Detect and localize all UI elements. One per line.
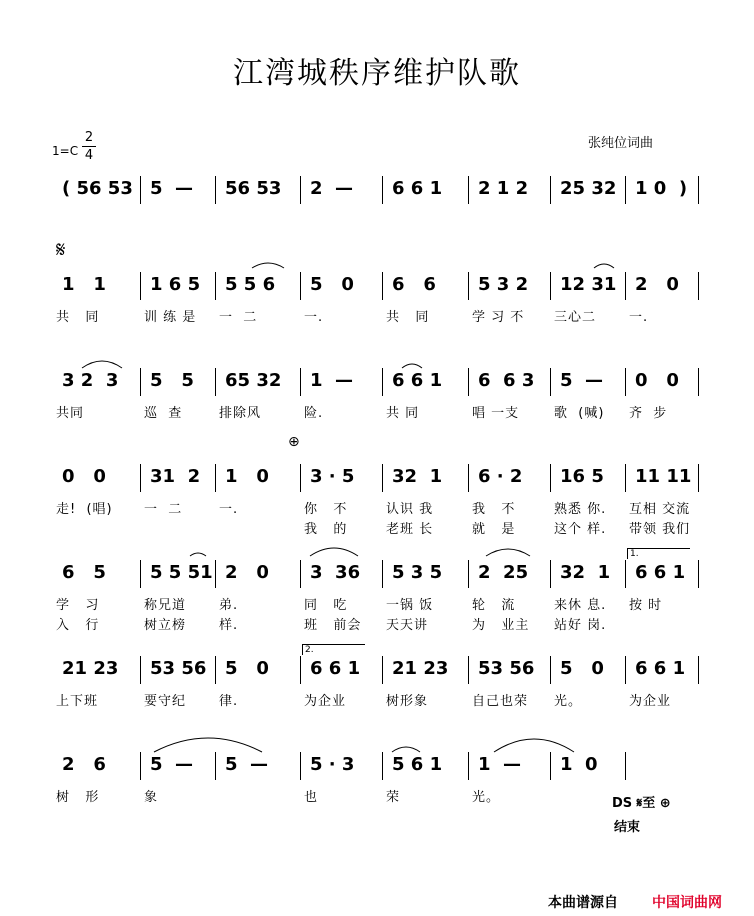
lyric-line: 齐 步 xyxy=(629,406,668,421)
measure-notes: 6 · 2 xyxy=(478,466,523,487)
bar-line xyxy=(550,752,551,780)
bar-line xyxy=(300,560,301,588)
measure-notes: 6 6 3 xyxy=(478,370,535,391)
bar-line xyxy=(550,560,551,588)
bar-line xyxy=(215,752,216,780)
measure-notes: 2 1 2 xyxy=(478,178,529,199)
lyric-line: 共 同 xyxy=(386,310,430,325)
bar-line xyxy=(698,272,699,300)
measure-notes: 5 · 3 xyxy=(310,754,355,775)
measure-notes: 21 23 xyxy=(392,658,449,679)
measure-notes: 6 6 1 xyxy=(635,658,686,679)
measure-notes: 2 0 xyxy=(225,562,269,583)
lyric-line: 上下班 xyxy=(56,694,99,709)
bar-line xyxy=(625,560,626,588)
bar-line xyxy=(140,752,141,780)
lyric-line: 一. xyxy=(629,310,649,325)
lyric-line-verse2: 带领 我们 xyxy=(629,522,691,537)
meter-top: 2 xyxy=(82,131,96,147)
bar-line xyxy=(382,464,383,492)
lyric-line-verse2: 班 前会 xyxy=(304,618,362,633)
lyric-line-verse2: 这个 样. xyxy=(554,522,607,537)
bar-line xyxy=(468,176,469,204)
lyric-line: 歌 (喊) xyxy=(554,406,605,421)
lyric-line: 同 吃 xyxy=(304,598,348,613)
bar-line xyxy=(550,656,551,684)
bar-line xyxy=(300,368,301,396)
lyric-line: 称兄道 xyxy=(144,598,187,613)
lyric-line-verse2: 就 是 xyxy=(472,522,516,537)
bar-line xyxy=(300,176,301,204)
lyric-line: 按 时 xyxy=(629,598,663,613)
bar-line xyxy=(382,368,383,396)
footer-source: 本曲谱源自 xyxy=(548,895,618,911)
bar-line xyxy=(140,656,141,684)
lyric-line-verse2: 样. xyxy=(219,618,239,633)
measure-notes: 53 56 xyxy=(478,658,535,679)
lyric-line: 一. xyxy=(304,310,324,325)
measure-notes: 3 36 xyxy=(310,562,361,583)
bar-line xyxy=(468,656,469,684)
lyric-line: 共同 xyxy=(56,406,85,421)
measure-notes: 5 — xyxy=(560,370,604,391)
bar-line xyxy=(382,752,383,780)
bar-line xyxy=(468,368,469,396)
bar-line xyxy=(625,272,626,300)
measure-notes: 6 6 1 xyxy=(392,178,443,199)
lyric-line: 共 同 xyxy=(386,406,420,421)
lyric-line: 也 xyxy=(304,790,319,805)
measure-notes: 5 0 xyxy=(225,658,269,679)
end-label: 结束 xyxy=(614,820,641,835)
measure-notes: 31 2 xyxy=(150,466,201,487)
bar-line xyxy=(550,368,551,396)
bar-line xyxy=(468,272,469,300)
bar-line xyxy=(550,464,551,492)
lyric-line: 三心二 xyxy=(554,310,597,325)
lyric-line-verse2: 入 行 xyxy=(56,618,100,633)
slur xyxy=(486,549,530,556)
lyric-line-verse2: 天天讲 xyxy=(386,618,429,633)
lyric-line: 学 习 xyxy=(56,598,100,613)
measure-notes: 16 5 xyxy=(560,466,604,487)
measure-notes: 6 6 xyxy=(392,274,436,295)
measure-notes: 5 — xyxy=(150,754,194,775)
measure-notes: 12 31 xyxy=(560,274,617,295)
bar-line xyxy=(140,368,141,396)
bar-line xyxy=(698,656,699,684)
lyric-line: 为企业 xyxy=(629,694,672,709)
lyric-line: 来休 息. xyxy=(554,598,607,613)
segno-icon: 𝄋 xyxy=(56,238,66,263)
bar-line xyxy=(382,560,383,588)
lyric-line: 我 不 xyxy=(472,502,516,517)
bar-line xyxy=(300,656,301,684)
bar-line xyxy=(215,560,216,588)
measure-notes: 32 1 xyxy=(392,466,443,487)
bar-line xyxy=(625,464,626,492)
measure-notes: 11 11 xyxy=(635,466,692,487)
lyric-line: 排除风 xyxy=(219,406,262,421)
time-signature xyxy=(82,131,96,162)
lyric-line: 自己也荣 xyxy=(472,694,529,709)
bar-line xyxy=(468,560,469,588)
bar-line xyxy=(698,368,699,396)
slur xyxy=(190,553,206,556)
bar-line xyxy=(300,752,301,780)
slur xyxy=(402,364,422,368)
bar-line xyxy=(625,752,626,780)
measure-notes: 5 5 6 xyxy=(225,274,276,295)
measure-notes: 6 5 xyxy=(62,562,106,583)
measure-notes: 5 5 51 xyxy=(150,562,213,583)
bar-line xyxy=(698,560,699,588)
bar-line xyxy=(140,560,141,588)
bar-line xyxy=(140,272,141,300)
meter-bottom: 4 xyxy=(84,148,94,163)
lyric-line: 光。 xyxy=(554,694,583,709)
lyric-line: 一 二 xyxy=(219,310,258,325)
lyric-line: 共 同 xyxy=(56,310,100,325)
lyric-line: 荣 xyxy=(386,790,401,805)
lyric-line: 象 xyxy=(144,790,159,805)
measure-notes: 0 0 xyxy=(635,370,679,391)
measure-notes: 5 3 2 xyxy=(478,274,529,295)
lyric-line: 一. xyxy=(219,502,239,517)
lyric-line-verse2: 为 业主 xyxy=(472,618,530,633)
measure-notes: 5 — xyxy=(225,754,269,775)
lyric-line: 你 不 xyxy=(304,502,348,517)
slur xyxy=(494,739,574,752)
bar-line xyxy=(140,176,141,204)
slur xyxy=(310,548,358,556)
lyric-line: 轮 流 xyxy=(472,598,516,613)
bar-line xyxy=(300,272,301,300)
measure-notes: 6 6 1 xyxy=(392,370,443,391)
lyric-line: 一 二 xyxy=(144,502,183,517)
measure-notes: 65 32 xyxy=(225,370,282,391)
bar-line xyxy=(625,656,626,684)
bar-line xyxy=(468,752,469,780)
measure-notes: 5 6 1 xyxy=(392,754,443,775)
measure-notes: 5 5 xyxy=(150,370,194,391)
lyric-line: 巡 查 xyxy=(144,406,183,421)
slur xyxy=(594,264,614,268)
lyric-line: 为企业 xyxy=(304,694,347,709)
measure-notes: 2 0 xyxy=(635,274,679,295)
lyric-line: 学 习 不 xyxy=(472,310,525,325)
measure-notes: 56 53 xyxy=(225,178,282,199)
lyric-line: 律. xyxy=(219,694,239,709)
bar-line xyxy=(698,464,699,492)
lyric-line: 熟悉 你. xyxy=(554,502,607,517)
lyric-line-verse2: 站好 岗. xyxy=(554,618,607,633)
lyric-line: 光。 xyxy=(472,790,501,805)
measure-notes: 2 6 xyxy=(62,754,106,775)
measure-notes: 5 3 5 xyxy=(392,562,443,583)
measure-notes: 1 6 5 xyxy=(150,274,201,295)
measure-notes: 6 6 1 xyxy=(310,658,361,679)
song-title: 江湾城秩序维护队歌 xyxy=(233,56,521,91)
measure-notes: 1 — xyxy=(310,370,354,391)
measure-notes: 1 0 ) xyxy=(635,178,688,199)
bar-line xyxy=(140,464,141,492)
lyric-line-verse2: 老班 长 xyxy=(386,522,434,537)
bar-line xyxy=(382,656,383,684)
bar-line xyxy=(550,272,551,300)
measure-notes: 32 1 xyxy=(560,562,611,583)
lyric-line: 要守纪 xyxy=(144,694,187,709)
lyric-line-verse2: 我 的 xyxy=(304,522,348,537)
lyric-line: 险. xyxy=(304,406,324,421)
measure-notes: 0 0 xyxy=(62,466,106,487)
measure-notes: 5 0 xyxy=(560,658,604,679)
bar-line xyxy=(625,368,626,396)
measure-notes: 1 0 xyxy=(225,466,269,487)
coda-icon: ⊕ xyxy=(288,434,300,450)
footer-site-link[interactable]: 中国词曲网 xyxy=(652,895,722,911)
slur xyxy=(392,747,420,752)
bar-line xyxy=(698,176,699,204)
slur xyxy=(252,263,284,268)
bar-line xyxy=(625,176,626,204)
lyric-line: 一锅 饭 xyxy=(386,598,434,613)
slur xyxy=(154,738,262,752)
measure-notes: 2 — xyxy=(310,178,354,199)
measure-notes: 3 · 5 xyxy=(310,466,355,487)
lyric-line: 互相 交流 xyxy=(629,502,691,517)
lyric-line: 树形象 xyxy=(386,694,429,709)
bar-line xyxy=(550,176,551,204)
bar-line xyxy=(215,272,216,300)
measure-notes: 6 6 1 xyxy=(635,562,686,583)
slur xyxy=(82,361,122,368)
bar-line xyxy=(382,176,383,204)
composer-credit: 张纯位词曲 xyxy=(588,136,654,151)
bar-line xyxy=(215,368,216,396)
measure-notes: 1 0 xyxy=(560,754,598,775)
bar-line xyxy=(215,176,216,204)
lyric-line: 弟. xyxy=(219,598,239,613)
bar-line xyxy=(215,656,216,684)
volta-bracket: 2. xyxy=(302,644,365,655)
bar-line xyxy=(215,464,216,492)
lyric-line-verse2: 树立榜 xyxy=(144,618,187,633)
lyric-line: 认识 我 xyxy=(386,502,434,517)
measure-notes: 53 56 xyxy=(150,658,207,679)
measure-notes: 21 23 xyxy=(62,658,119,679)
measure-notes: 3 2 3 xyxy=(62,370,119,391)
volta-bracket: 1. xyxy=(627,548,690,559)
lyric-line: 训 练 是 xyxy=(144,310,197,325)
key-signature: 1=C xyxy=(52,144,79,158)
measure-notes: 1 1 xyxy=(62,274,106,295)
measure-notes: ( 56 53 xyxy=(62,178,133,199)
measure-notes: 1 — xyxy=(478,754,522,775)
measure-notes: 5 — xyxy=(150,178,194,199)
lyric-line: 树 形 xyxy=(56,790,100,805)
bar-line xyxy=(300,464,301,492)
measure-notes: 2 25 xyxy=(478,562,529,583)
lyric-line: 走! (唱) xyxy=(56,502,113,517)
bar-line xyxy=(382,272,383,300)
lyric-line: 唱 一支 xyxy=(472,406,520,421)
measure-notes: 5 0 xyxy=(310,274,354,295)
bar-line xyxy=(468,464,469,492)
measure-notes: 25 32 xyxy=(560,178,617,199)
repeat-instruction: DS 𝄋至 ⊕ xyxy=(612,796,671,811)
